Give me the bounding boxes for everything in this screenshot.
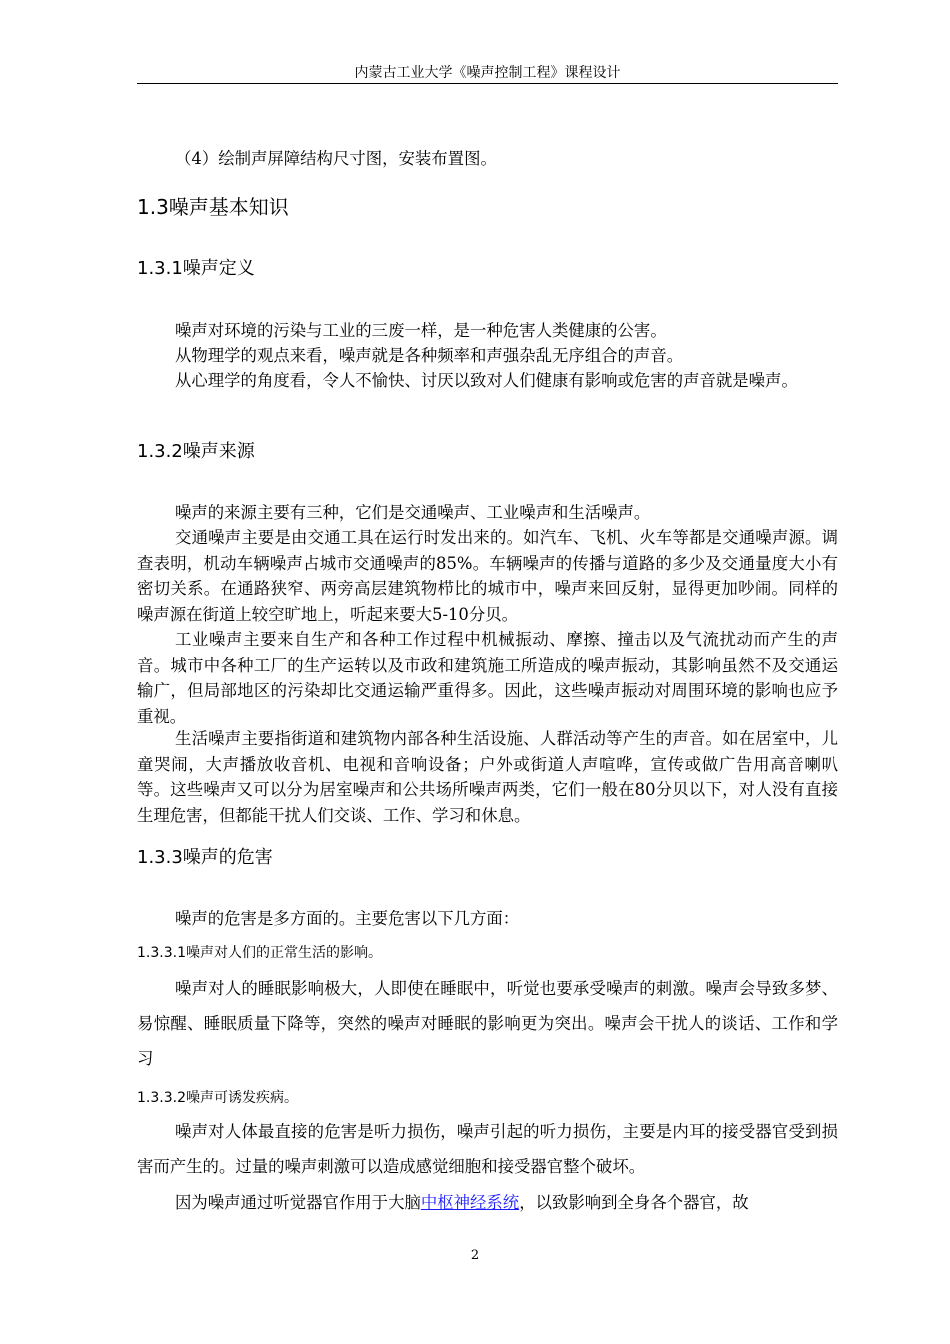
paragraph-source-4: 生活噪声主要指街道和建筑物内部各种生活设施、人群活动等产生的声音。如在居室中，儿童哭闹，大声播放收音机、电视和音响设备；户外或街道人声喧哗，宣传或做广告用高音喇叭等。这些噪声又可以分为居室噪声和公共场所噪声两类，它们一般在80分贝以下，对人没有直接生理危害，但都能干扰人们交谈、工作、学习和休息。 — [137, 729, 838, 825]
section-title-1-3: 1.3噪声基本知识 — [137, 195, 289, 219]
subsection-title-1-3-3-2: 1.3.3.2噪声可诱发疾病。 — [137, 1090, 298, 1106]
header-rule — [137, 83, 838, 84]
section-title-1-3-1: 1.3.1噪声定义 — [137, 258, 255, 279]
section-title-1-3-2: 1.3.2噪声来源 — [137, 441, 255, 462]
paragraph-definition-1: 噪声对环境的污染与工业的三废一样，是一种危害人类健康的公害。 — [175, 321, 667, 340]
subsection-title-1-3-3-1: 1.3.3.1噪声对人们的正常生活的影响。 — [137, 945, 382, 961]
page-number: 2 — [470, 1248, 480, 1263]
page-header: 内蒙古工业大学《噪声控制工程》课程设计 — [354, 65, 621, 81]
paragraph-source-3: 工业噪声主要来自生产和各种工作过程中机械振动、摩擦、撞击以及气流扰动而产生的声音。城市中各种工厂的生产运转以及市政和建筑施工所造成的噪声振动，其影响虽然不及交通运输广，但局部地区的污染却比交通运输严重得多。因此，这些噪声振动对周围环境的影响也应予重视。 — [137, 630, 838, 726]
link-central-nervous-system[interactable]: 中枢神经系统 — [420, 1193, 520, 1212]
paragraph-source-1: 噪声的来源主要有三种，它们是交通噪声、工业噪声和生活噪声。 — [175, 503, 651, 522]
list-item-4: （4）绘制声屏障结构尺寸图，安装布置图。 — [175, 149, 497, 168]
paragraph-harm-life: 噪声对人的睡眠影响极大，人即使在睡眠中，听觉也要承受噪声的刺激。噪声会导致多梦、易惊醒、睡眠质量下降等，突然的噪声对睡眠的影响更为突出。噪声会干扰人的谈话、工作和学习 — [137, 979, 838, 1068]
paragraph-definition-3: 从心理学的角度看，令人不愉快、讨厌以致对人们健康有影响或危害的声音就是噪声。 — [175, 371, 798, 390]
text-before-link: 因为噪声通过听觉器官作用于大脑 — [175, 1193, 421, 1212]
section-title-1-3-3: 1.3.3噪声的危害 — [137, 847, 273, 868]
text-after-link: ，以致影响到全身各个器官，故 — [519, 1193, 749, 1212]
paragraph-harm-disease: 噪声对人体最直接的危害是听力损伤，噪声引起的听力损伤，主要是内耳的接受器官受到损害而产生的。过量的噪声刺激可以造成感觉细胞和接受器官整个破坏。 — [137, 1122, 838, 1176]
paragraph-harm-nervous — [137, 1185, 838, 1220]
paragraph-harm-intro: 噪声的危害是多方面的。主要危害以下几方面： — [175, 909, 520, 928]
paragraph-definition-2: 从物理学的观点来看，噪声就是各种频率和声强杂乱无序组合的声音。 — [175, 346, 684, 365]
paragraph-source-2: 交通噪声主要是由交通工具在运行时发出来的。如汽车、飞机、火车等都是交通噪声源。调查表明，机动车辆噪声占城市交通噪声的85%。车辆噪声的传播与道路的多少及交通量度大小有密切关系。在通路狭窄、两旁高层建筑物栉比的城市中，噪声来回反射，显得更加吵闹。同样的噪声源在街道上较空旷地上，听起来要大5-10分贝。 — [137, 528, 838, 624]
